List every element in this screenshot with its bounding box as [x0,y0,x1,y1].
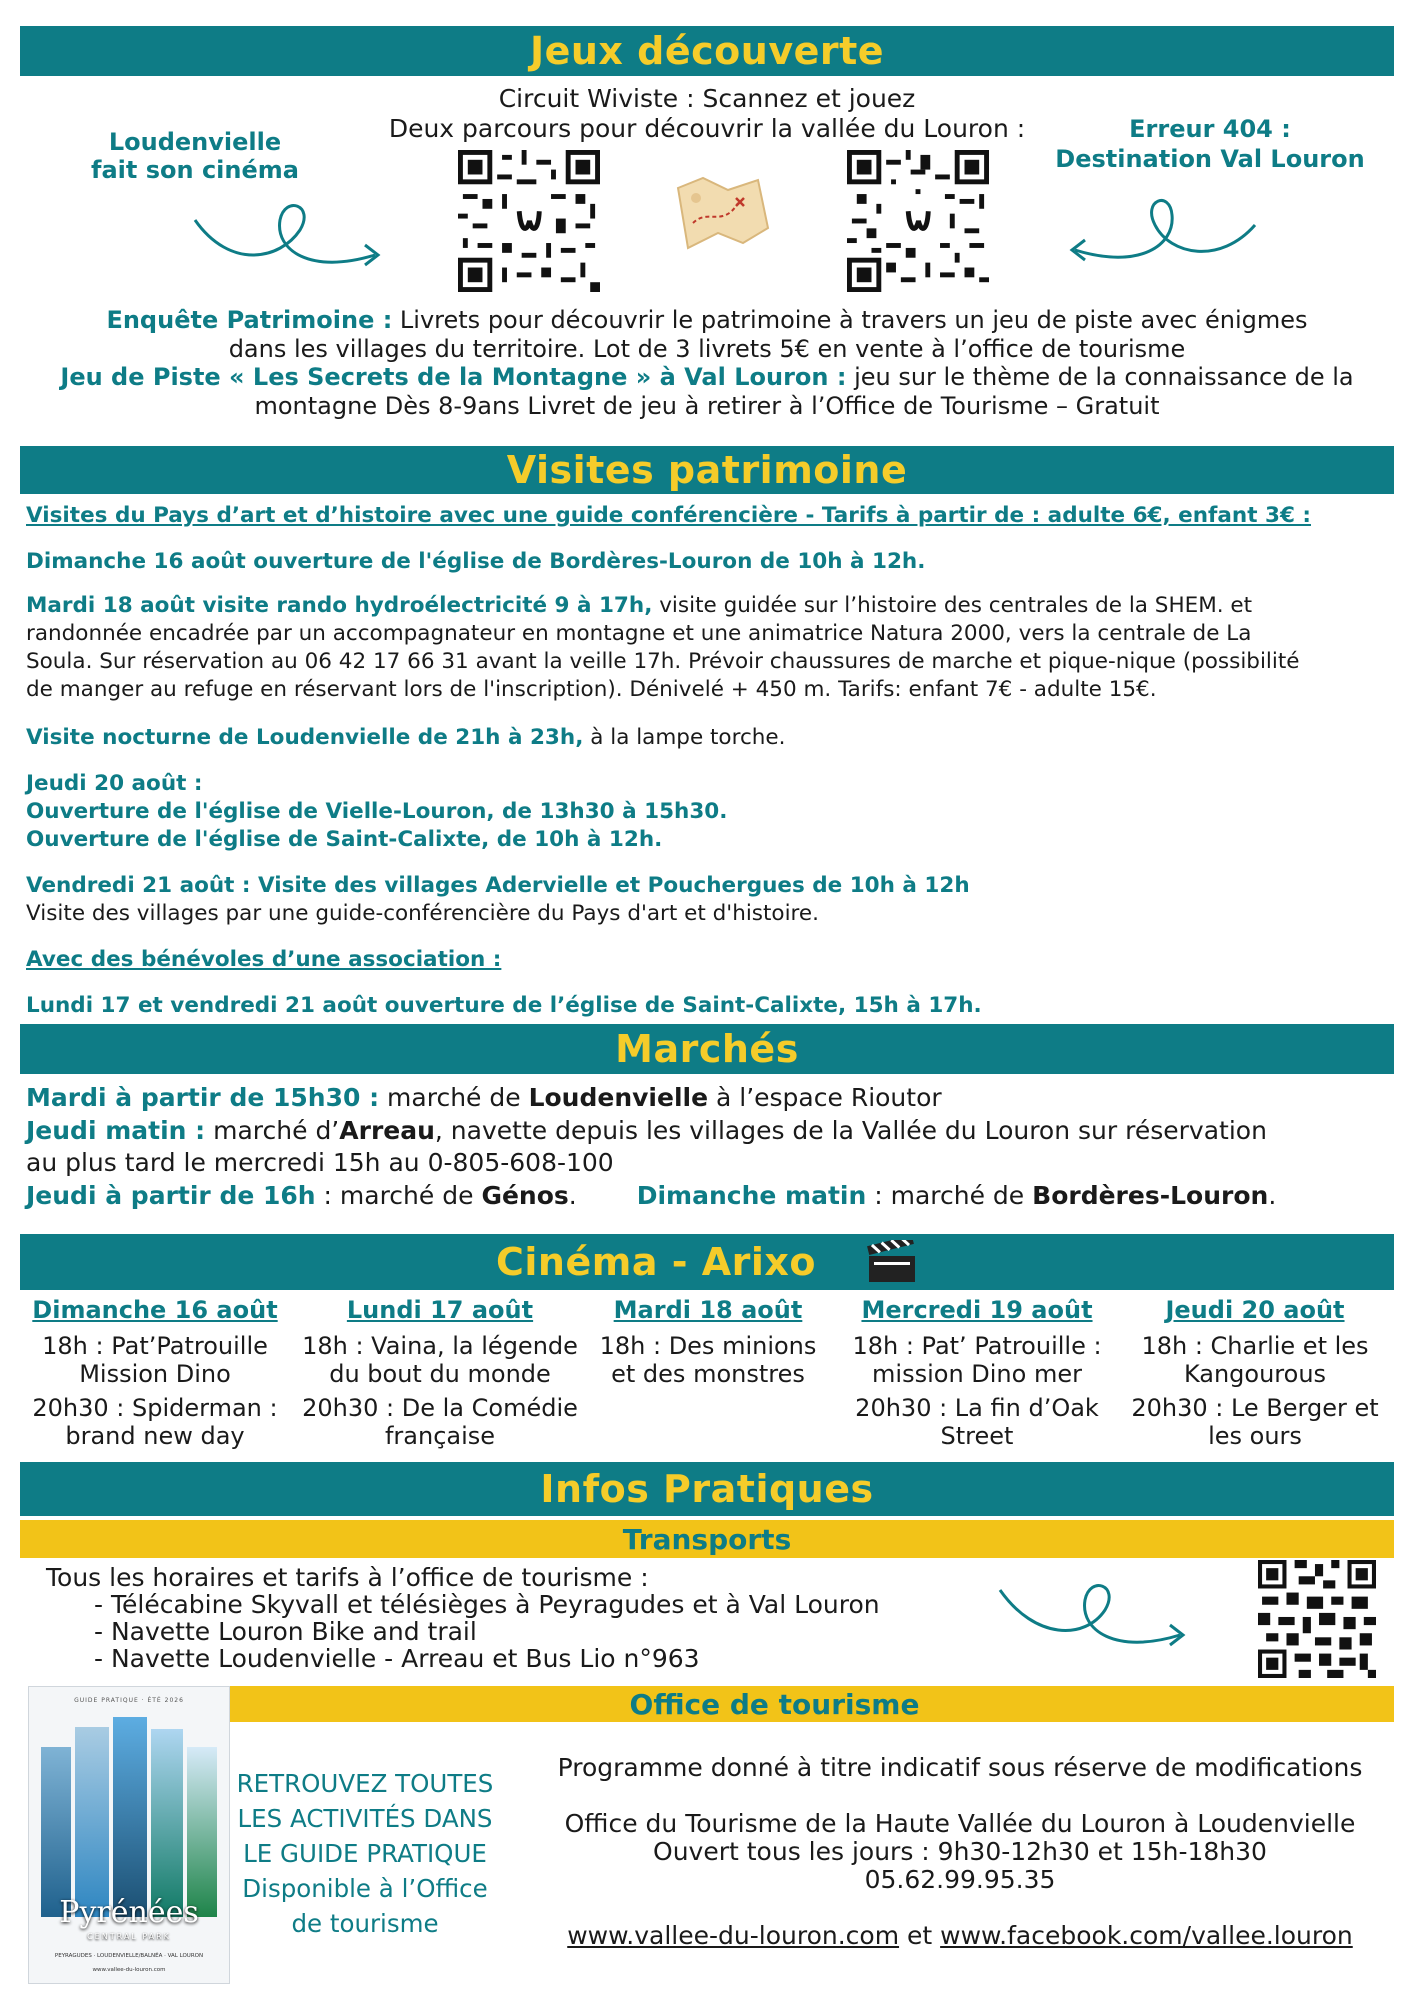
visite-lundi: Lundi 17 et vendredi 21 août ouverture de l’église de Saint-Calixte, 15h à 17h. [26,993,982,1018]
qr-code-icon[interactable] [458,150,600,292]
list-item: - Navette Louron Bike and trail [94,1617,477,1646]
section-header-marches [20,1024,1394,1074]
section-header-jeux [20,26,1394,76]
guide-cover-image: GUIDE PRATIQUE · ÉTÉ 2026 Pyrénées CENTRAL PARK PEYRAGUDES · LOUDENVIELLE/BALNÉA · VAL LOURON www.vallee-du-louron.com [28,1686,230,1984]
cinema-day-mardi: Mardi 18 août 18h : Des minions et des monstres [599,1296,817,1388]
visite-nocturne: Visite nocturne de Loudenvielle de 21h à 23h, à la lampe torche. [26,725,786,750]
curly-arrow-icon [190,190,390,280]
section-header-cinema [20,1234,1394,1290]
treasure-map-icon [668,168,778,258]
enquete-title: Enquête Patrimoine : [106,306,393,334]
subheader-transports: Transports [20,1520,1394,1558]
transports-list: Tous les horaires et tarifs à l’office de tourisme : - Télécabine Skyvall et télésièges à Peyragudes et à Val Louron - Navette Louron Bike and trail - Navette Loudenvielle - Arreau et Bus Lio n°963 [46,1564,986,1672]
section-title: Visites patrimoine [506,448,908,492]
wiviste-intro: Circuit Wiviste : Scannez et jouez Deux parcours pour découvrir la vallée du Louron : [388,84,1026,143]
subheader-office: Office de tourisme [155,1686,1394,1722]
curly-arrow-icon [1060,185,1260,275]
guide-promo: RETROUVEZ TOUTES LES ACTIVITÉS DANS LE GUIDE PRATIQUE Disponible à l’Office de tourisme [236,1769,494,1938]
erreur-404-label: Erreur 404 : Destination Val Louron [1055,115,1365,173]
visite-mardi: Mardi 18 août visite rando hydroélectricité 9 à 17h, visite guidée sur l’histoire des centrales de la SHEM. et randonnée encadrée par un accompagnateur en montagne et une animatrice Natura 2000, vers la centrale de La Soula. Sur réservation au 06 42 17 66 31 avant la veille 17h. Prévoir chaussures de marche et pique-nique (possibilité de manger au refuge en réservant lors de l'inscription). Dénivelé + 450 m. Tarifs: enfant 7€ - adulte 15€. [26,593,1300,702]
visite-jeudi: Jeudi 20 août : Ouverture de l'église de Vielle-Louron, de 13h30 à 15h30. Ouverture de l'église de Saint-Calixte, de 10h à 12h. [26,771,728,852]
jeux-details: Enquête Patrimoine : Livrets pour découvrir le patrimoine à travers un jeu de piste avec énigmes dans les villages du territoire. Lot de 3 livrets 5€ en vente à l’office de tourisme Jeu de Piste « Les Secrets de la Montagne » à Val Louron : jeu sur le thème de la connaissance de la montagne Dès 8-9ans Livret de jeu à retirer à l’Office de Tourisme – Gratuit [60,306,1354,420]
section-header-visites [20,446,1394,494]
facebook-link[interactable]: www.facebook.com/vallee.louron [940,1921,1353,1950]
piste-title: Jeu de Piste « Les Secrets de la Montagne » à Val Louron : [60,363,847,391]
cinema-day-mercredi: Mercredi 19 août 18h : Pat’ Patrouille : mission Dino mer 20h30 : La fin d’Oak Street [852,1296,1102,1450]
marches-list: Mardi à partir de 15h30 : marché de Loudenvielle à l’espace Rioutor Jeudi matin : marché d’Arreau, navette depuis les villages de la Vallée du Louron sur réservation au plus tard le mercredi 15h au 0-805-608-100 Jeudi à partir de 16h : marché de Génos. Dimanche matin : marché de Bordères-Louron. [26,1083,1277,1210]
cinema-day-dimanche: Dimanche 16 août 18h : Pat’Patrouille Mission Dino 20h30 : Spiderman : brand new day [32,1296,278,1450]
visite-dimanche: Dimanche 16 août ouverture de l'église de Bordères-Louron de 10h à 12h. [26,549,926,574]
office-phone: 05.62.99.95.35 [864,1865,1056,1894]
office-info: Programme donné à titre indicatif sous réserve de modifications Office du Tourisme de la Haute Vallée du Louron à Loudenvielle Ouvert tous les jours : 9h30-12h30 et 15h-18h30 05.62.99.95.35 www.vallee-du-louron.com et www.facebook.com/vallee.louron [520,1754,1400,1950]
cinema-day-jeudi: Jeudi 20 août 18h : Charlie et les Kangourous 20h30 : Le Berger et les ours [1131,1296,1379,1450]
section-title: Marchés [615,1027,799,1071]
section-header-infos [20,1462,1394,1516]
clapperboard-icon [866,1240,918,1284]
benevoles-heading: Avec des bénévoles d’une association : [26,947,502,972]
website-link[interactable]: www.vallee-du-louron.com [567,1921,900,1950]
section-title: Cinéma - Arixo [496,1240,816,1284]
loudenvielle-label: Loudenvielle fait son cinéma [91,128,299,184]
qr-code-icon[interactable] [847,150,989,292]
qr-code-icon[interactable] [1258,1560,1376,1678]
visite-vendredi: Vendredi 21 août : Visite des villages Adervielle et Pouchergues de 10h à 12h Visite des villages par une guide-conférencière du Pays d'art et d'histoire. [26,873,970,926]
list-item: - Navette Loudenvielle - Arreau et Bus Lio n°963 [94,1644,700,1673]
curly-arrow-icon [995,1570,1195,1660]
section-title: Infos Pratiques [540,1467,874,1511]
programme-note: Programme donné à titre indicatif sous réserve de modifications [557,1753,1363,1782]
section-title: Jeux découverte [529,29,885,73]
list-item: - Télécabine Skyvall et télésièges à Peyragudes et à Val Louron [94,1590,880,1619]
cinema-day-lundi: Lundi 17 août 18h : Vaina, la légende du bout du monde 20h30 : De la Comédie française [302,1296,578,1450]
visites-intro: Visites du Pays d’art et d’histoire avec une guide conférencière - Tarifs à partir de : adulte 6€, enfant 3€ : [26,503,1311,528]
